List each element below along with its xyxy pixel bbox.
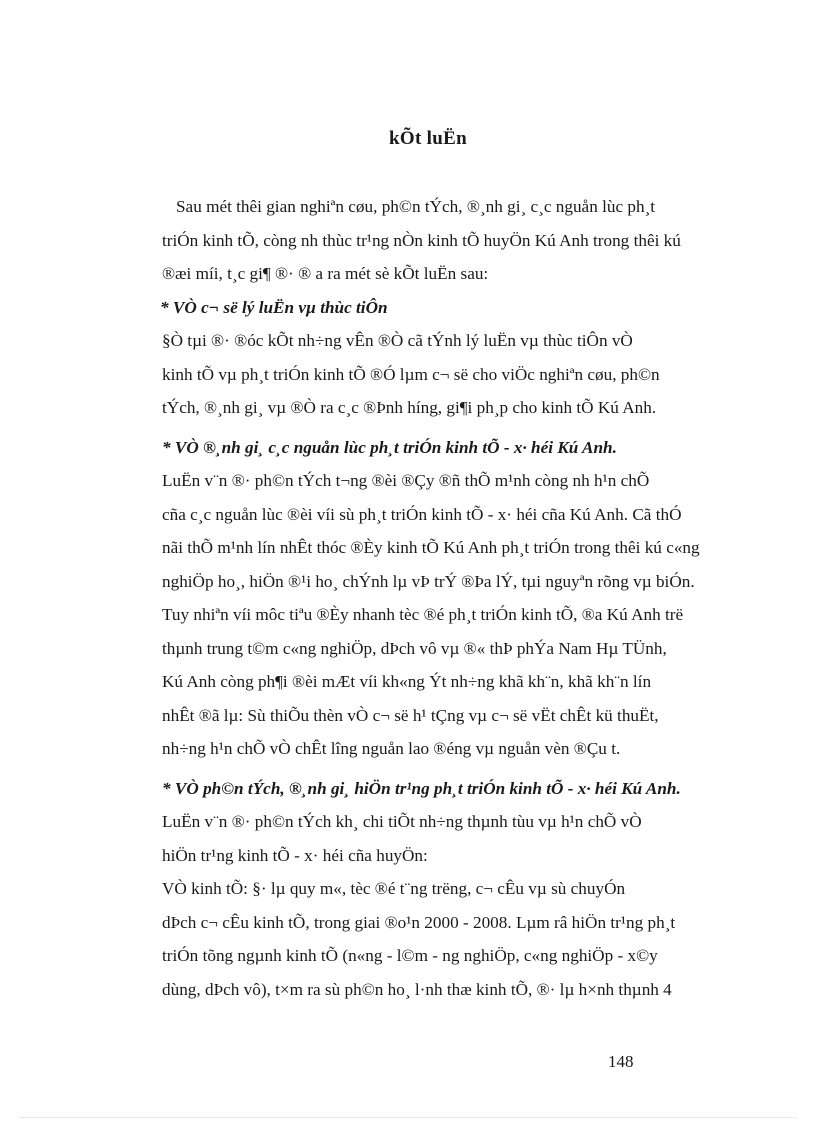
page-bottom-divider [20, 1117, 796, 1118]
document-body [162, 190, 734, 1006]
paragraph-line: dÞch c¬ cÊu kinh tÕ, trong giai ®o¹n 2000 - 2008. Lµm râ hiÖn tr¹ng ph¸t [162, 912, 676, 932]
paragraph-line: ®æi míi, t¸c gi¶ ®· ® a ra mét sè kÕt luËn sau: [162, 264, 489, 283]
page-title: kÕt luËn [389, 128, 467, 149]
paragraph-line: dùng, dÞch vô), t×m ra sù ph©n ho¸ l·nh thæ kinh tÕ, ®· lµ h×nh thµnh 4 [162, 979, 672, 999]
paragraph: Sau mét thêi gian nghiªn cøu, ph©n tÝch, ®¸nh gi¸ c¸c nguån lùc ph¸t [176, 197, 656, 216]
paragraph-line: hiÖn tr¹ng kinh tÕ - x· héi cña huyÖn: [162, 845, 428, 865]
page-number: 148 [608, 1052, 634, 1071]
paragraph: §Ò tµi ®· ®óc kÕt nh÷ng vÊn ®Ò cã tÝnh lý luËn vµ thùc tiÔn vÒ [162, 331, 633, 350]
section-heading: * VÒ c¬ së lý luËn vµ thùc tiÔn [160, 297, 388, 317]
paragraph: Kú Anh còng ph¶i ®èi mÆt víi kh«ng Ýt nh÷ng khã kh¨n, khã kh¨n lín [162, 672, 652, 691]
paragraph-line: nh÷ng h¹n chÕ vÒ chÊt lîng nguån lao ®éng vµ nguån vèn ®Çu t. [162, 739, 621, 758]
paragraph: LuËn v¨n ®· ph©n tÝch t¬ng ®èi ®Çy ®ñ thÕ m¹nh còng nh h¹n chÕ [162, 471, 650, 490]
section-heading: * VÒ ®¸nh gi¸ c¸c nguån lùc ph¸t triÓn kinh tÕ - x· héi Kú Anh. [162, 437, 617, 457]
section-heading: * VÒ ph©n tÝch, ®¸nh gi¸ hiÖn tr¹ng ph¸t triÓn kinh tÕ - x· héi Kú Anh. [162, 778, 681, 798]
paragraph-line: thµnh trung t©m c«ng nghiÖp, dÞch vô vµ ®« thÞ phÝa Nam Hµ TÜnh, [162, 638, 667, 658]
paragraph-line: triÓn tõng ngµnh kinh tÕ (n«ng - l©m - ng nghiÖp, c«ng nghiÖp - x©y [162, 946, 658, 965]
paragraph-line: nhÊt ®ã lµ: Sù thiÕu thèn vÒ c¬ së h¹ tÇng vµ c¬ së vËt chÊt kü thuËt, [162, 705, 659, 725]
paragraph-line: tÝch, ®¸nh gi¸ vµ ®Ò ra c¸c ®Þnh híng, gi¶i ph¸p cho kinh tÕ Kú Anh. [162, 398, 657, 417]
paragraph-line: cña c¸c nguån lùc ®èi víi sù ph¸t triÓn kinh tÕ - x· héi cña Kú Anh. Cã thÓ [162, 504, 682, 524]
paragraph-line: Tuy nhiªn víi môc tiªu ®Èy nhanh tèc ®é ph¸t triÓn kinh tÕ, ®a Kú Anh trë [162, 605, 684, 624]
paragraph: VÒ kinh tÕ: §· lµ quy m«, tèc ®é t¨ng trëng, c¬ cÊu vµ sù chuyÓn [162, 879, 626, 898]
paragraph-line: triÓn kinh tÕ, còng nh thùc tr¹ng nÒn kinh tÕ huyÖn Kú Anh trong thêi kú [162, 230, 681, 250]
paragraph-line: kinh tÕ vµ ph¸t triÓn kinh tÕ ®Ó lµm c¬ së cho viÖc nghiªn cøu, ph©n [162, 364, 660, 384]
paragraph-line: nãi thÕ m¹nh lín nhÊt thóc ®Èy kinh tÕ Kú Anh ph¸t triÓn trong thêi kú c«ng [162, 538, 700, 557]
paragraph: LuËn v¨n ®· ph©n tÝch kh¸ chi tiÕt nh÷ng thµnh tùu vµ h¹n chÕ vÒ [162, 812, 642, 831]
paragraph-line: nghiÖp ho¸, hiÖn ®¹i ho¸ chÝnh lµ vÞ trÝ ®Þa lÝ, tµi nguyªn rõng vµ biÓn. [162, 571, 695, 591]
